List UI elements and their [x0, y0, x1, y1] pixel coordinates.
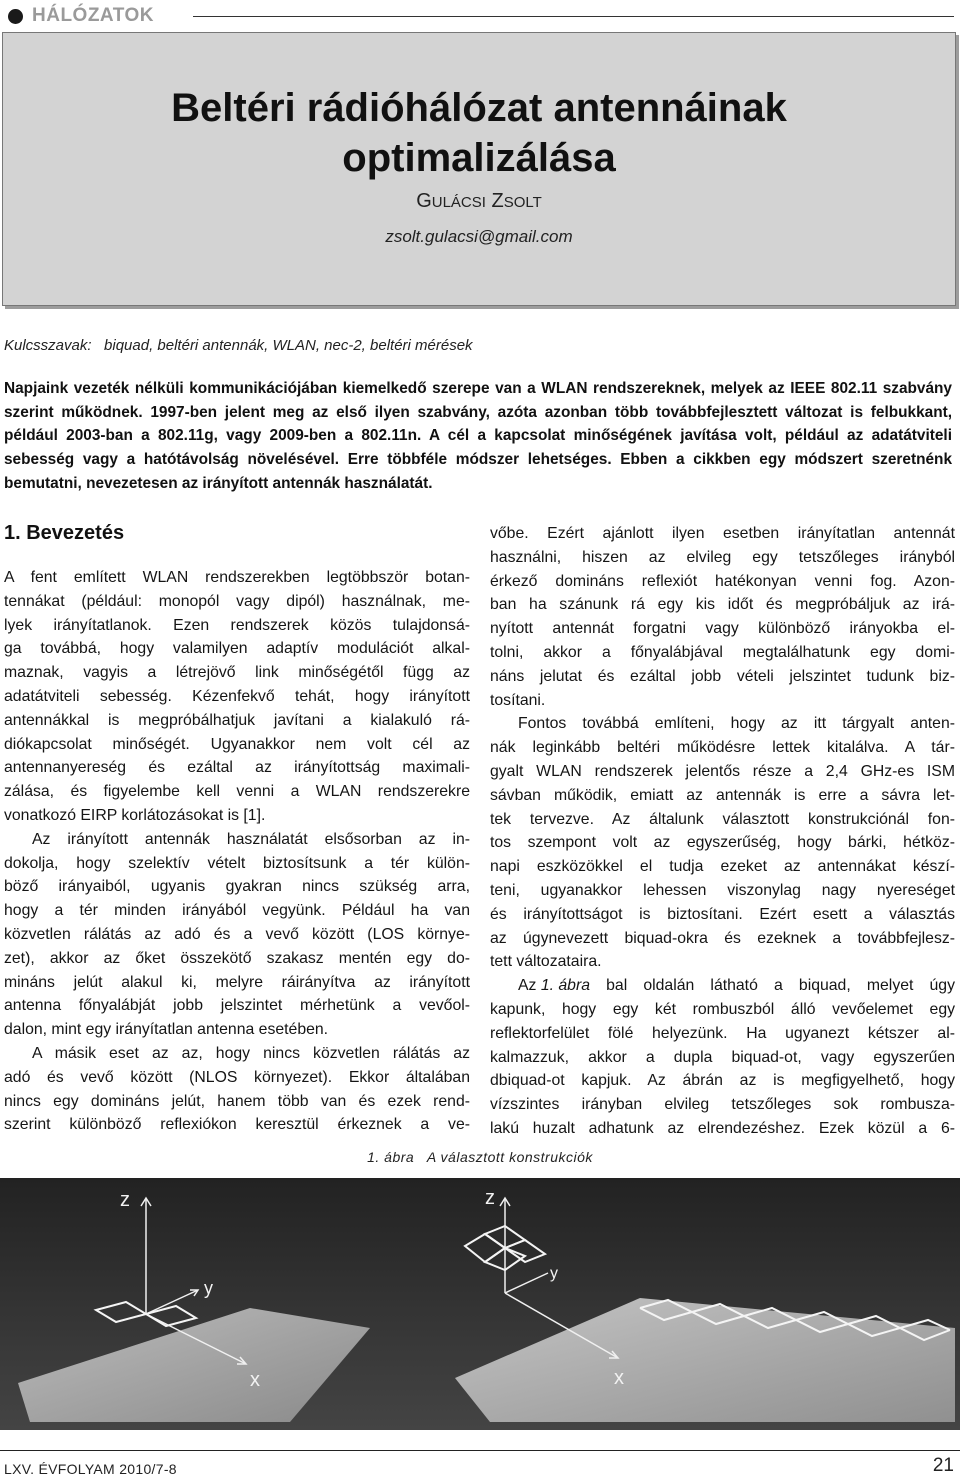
- text-line: szerint különböző reflexiókon keresztül érkeznek a ve-: [4, 1116, 470, 1134]
- footer-rule: [0, 1450, 960, 1451]
- text-line: nyított antennát forgatni vagy különböző irányokba el-: [490, 620, 955, 638]
- axis-label-z: z: [120, 1189, 130, 1211]
- text-line: tosítani.: [490, 691, 546, 709]
- text-line: A fent említett WLAN rendszerekben legtöbbször botan-: [4, 569, 470, 586]
- bullet-icon: [8, 9, 23, 24]
- axis-label-z: z: [485, 1187, 495, 1209]
- text-line: adatátviteli sebesség. Kézenfekvő tehát, hogy irányított: [4, 687, 470, 705]
- text-line: zet), akkor az őket összekötő szakasz mentén egy do-: [4, 949, 470, 967]
- text-line: kapunk, hogy egy két rombuszból álló vevőelemet egy: [490, 1000, 955, 1018]
- text-line: maznak, vagyis a létrejövő link minőségétől függ az: [4, 664, 470, 682]
- text-line: reflektorfelület fölé helyezünk. Ha ugyanezt kétszer al-: [490, 1024, 955, 1042]
- text-line: az úgynevezett biquad-okra és ezeknek a továbbfejlesz-: [490, 929, 955, 947]
- text-line: vízszintes irányban elvileg tetszőleges sok rombusza-: [490, 1096, 955, 1114]
- text-run: Az: [518, 977, 541, 995]
- abstract-line: például 2003-ban a 802.11g, vagy 2009-ben a 802.11n. A cél a kapcsolat minőségének javítása volt, például az adatátviteli: [4, 427, 952, 445]
- axis-label-y: y: [550, 1265, 558, 1282]
- text-line: diókapcsolat minőségét. Ugyanakkor nem volt cél az: [4, 735, 470, 753]
- author-initial-2: Z: [491, 190, 504, 212]
- text-line: dalon, mint egy irányítatlan antenna esetében.: [4, 1021, 329, 1039]
- figure-caption: 1. ábra A választott konstrukciók: [367, 1149, 593, 1165]
- section-heading: 1. Bevezetés: [4, 522, 125, 544]
- text-line: és irányítottságot is biztosítani. Ezért esett a választás: [490, 905, 955, 923]
- abstract-line: sebesség vagy a hatótávolság növelésével. Erre többféle módszer lehetséges. Ebben a cikkben egy módszert szeretnénk: [4, 451, 952, 469]
- text-line: tos szempont volt az egyszerűség, hogy bárki, hétköz-: [490, 834, 955, 852]
- abstract-line: bemutatni, nevezetesen az irányított antennák használatát.: [4, 474, 433, 492]
- text-line: érkező domináns reflexiót hatékonyan venni fog. Azon-: [490, 572, 955, 590]
- text-line: A másik eset az az, hogy nincs közvetlen rálátás az: [32, 1044, 470, 1062]
- text-line: használni, hiszen az elvileg egy tetszőleges irányból: [490, 548, 955, 566]
- text-line: vonatkozó EIRP korlátozásokat is [1].: [4, 806, 266, 824]
- text-line: náns jelutat és ezáltal jobb vételi jelszintet tudunk biz-: [490, 667, 955, 685]
- text-line: zálása, és figyelembe kell venni a WLAN rendszerekre: [4, 783, 470, 801]
- text-line: antenna főnyalábját jobb jelszintet mérhetünk a vevőol-: [4, 997, 470, 1015]
- text-line: lyek irányítatlanok. Ezen rendszerek közös tulajdonsá-: [4, 616, 470, 634]
- text-line: közvetlen rálátás az adó és a vevő között (LOS környe-: [4, 925, 470, 943]
- text-line: nák leginkább beltéri működésre lettek kitalálva. A tár-: [490, 739, 955, 757]
- journal-volume: LXV. ÉVFOLYAM 2010/7-8: [4, 1461, 177, 1477]
- text-line: teni, ugyanakkor lehessen viszonylag nagy nyereséget: [490, 881, 955, 899]
- author-rest-2: SOLT: [503, 194, 542, 211]
- text-line: adó és vevő között (NLOS környezet). Ekkor általában: [4, 1068, 470, 1086]
- text-line: kalmazzuk, akkor a dupla biquad-ot, vagy egyszerűen: [490, 1048, 955, 1066]
- text-line: sávban működik, emiatt az antennák is erre a sávra let-: [490, 786, 955, 804]
- figure-graphic: [0, 1178, 960, 1430]
- abstract: [4, 377, 952, 496]
- text-line: tett változataira.: [490, 953, 602, 971]
- text-line: lakú huzalt adhatunk az elrendezéshez. Ezek közül a 6-: [490, 1119, 955, 1137]
- right-column: [490, 522, 955, 1141]
- author-rest-1: ULÁCSI: [431, 194, 486, 211]
- author-name: [3, 190, 955, 213]
- text-line: vőbe. Ezért ajánlott ilyen esetben irányítatlan antennát: [490, 525, 955, 542]
- figure-antenna-constructions: [0, 1178, 960, 1430]
- text-line: ga továbbá, hogy valamilyen adaptív modulációt alkal-: [4, 640, 470, 658]
- keywords: Kulcsszavak: biquad, beltéri antennák, WLAN, nec-2, beltéri mérések: [4, 337, 473, 354]
- author-email: zsolt.gulacsi@gmail.com: [385, 227, 573, 246]
- title-line-1: Beltéri rádióhálózat antennáinak: [171, 86, 787, 130]
- section-header: [8, 6, 954, 26]
- text-line: hogy a tér minden irányából vegyünk. Például ha van: [4, 902, 470, 920]
- figure-reference: 1. ábra: [540, 977, 591, 995]
- article-title: [3, 83, 955, 183]
- text-line: böző irányaiból, ugyanis gyakran nincs szükség arra,: [4, 878, 470, 896]
- abstract-line: szerint működnek. 1997-ben jelent meg az első ilyen szabvány, azóta azonban több továbbfejlesztett változat is felbukkant,: [4, 403, 952, 421]
- text-line: dokolja, hogy szelektív vételt biztosítsunk a tér külön-: [4, 854, 470, 872]
- header-rule: [193, 16, 954, 17]
- text-line: tennákat (például: monopól vagy dipól) használnak, me-: [4, 592, 470, 610]
- page-number: 21: [932, 1455, 954, 1476]
- author-initial-1: G: [416, 190, 432, 212]
- text-line: nincs egy domináns jelút, hanem több van és ezek rend-: [4, 1092, 470, 1110]
- text-line: dbiquad-ot kapjuk. Az ábrán az is megfigyelhető, hogy: [490, 1072, 955, 1090]
- abstract-line: Napjaink vezeték nélküli kommunikációjában kiemelkedő szerepe van a WLAN rendszereknek, melyek az IEEE 802.11 szabvány: [4, 380, 952, 397]
- title-line-2: optimalizálása: [342, 136, 616, 180]
- left-column: [4, 566, 470, 1137]
- text-run: bal oldalán látható a biquad, melyet úgy: [590, 977, 955, 995]
- text-line: napi eszközökkel el tudja ezeket az antennákat készí-: [490, 858, 955, 876]
- text-line: tek tervezve. Az általunk választott konstrukciónál fon-: [490, 810, 955, 828]
- text-line: antennanyereség és ezáltal az irányítottság maximali-: [4, 759, 470, 777]
- section-title: HÁLÓZATOK: [32, 5, 155, 26]
- text-line: Az irányított antennák használatát elsősorban az in-: [32, 830, 470, 848]
- axis-label-x: x: [250, 1369, 260, 1391]
- text-line-figure-ref: [490, 974, 955, 998]
- text-line: antennákkal is megpróbálhatjuk javítani a kialakuló rá-: [4, 711, 470, 729]
- text-line: gyalt WLAN rendszerek jelentős része a 2,4 GHz-es ISM: [490, 762, 955, 780]
- text-line: mináns jelút alakul ki, melyre ráirányítva az irányított: [4, 973, 470, 991]
- axis-label-x: x: [614, 1367, 624, 1389]
- text-line: tolni, akkor a főnyalábjával megtalálhatunk egy domi-: [490, 643, 955, 661]
- title-box: [2, 32, 956, 306]
- text-line: ban ha szánunk rá egy kis időt és megpróbáljuk az irá-: [490, 596, 955, 614]
- axis-label-y: y: [204, 1278, 213, 1298]
- text-line: Fontos továbbá említeni, hogy az itt tárgyalt anten-: [518, 715, 955, 733]
